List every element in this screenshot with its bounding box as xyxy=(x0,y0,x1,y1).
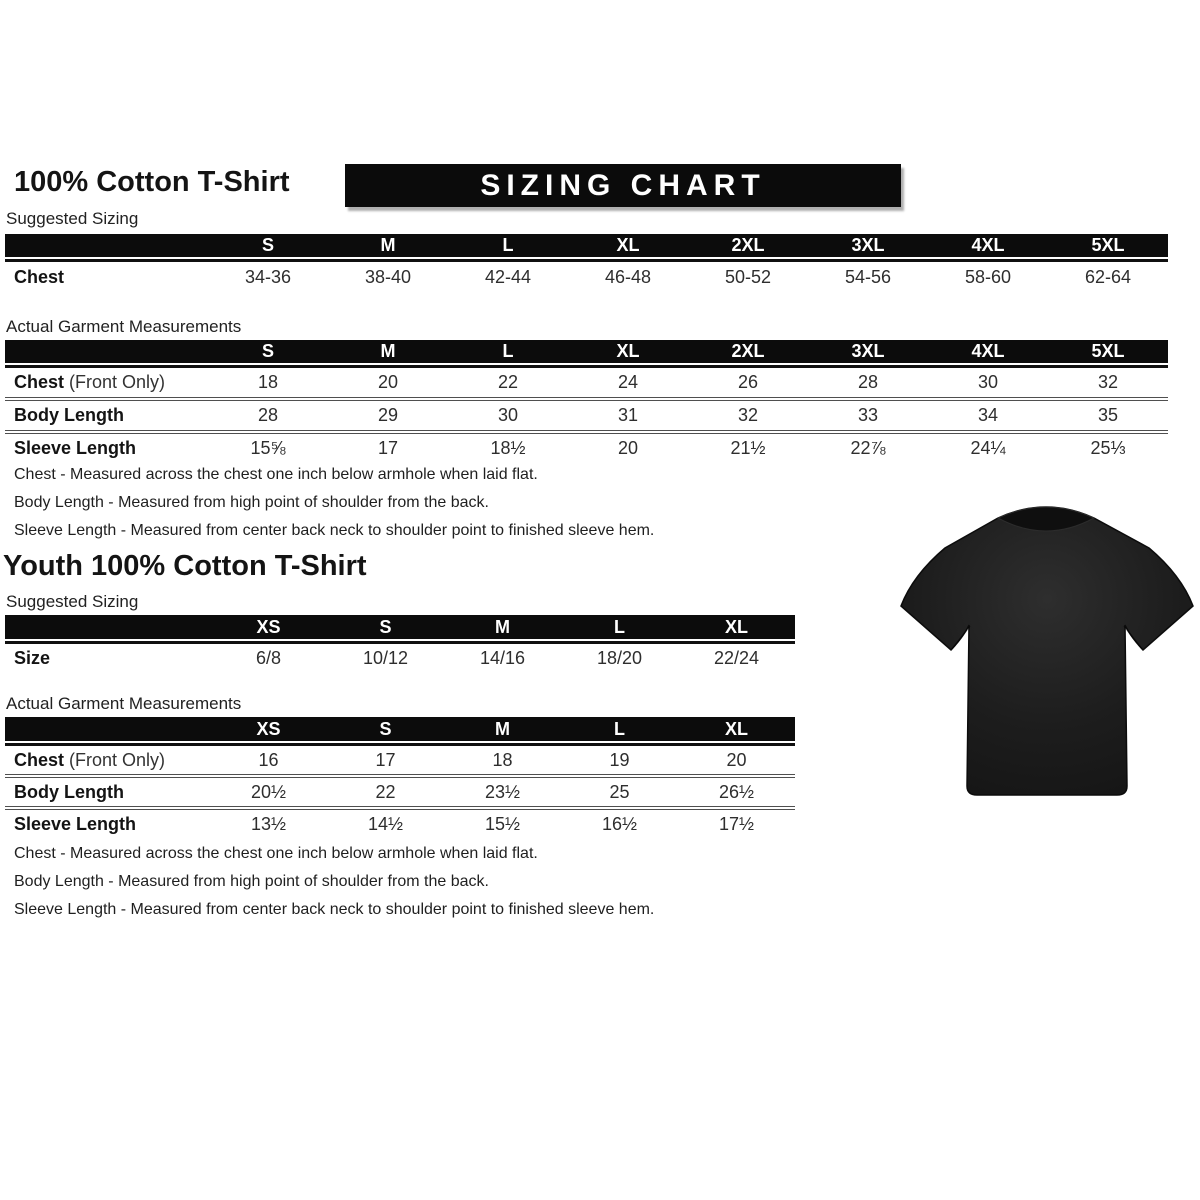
size-value-cell: 24¼ xyxy=(970,438,1006,458)
size-value-cell: 28 xyxy=(857,372,879,392)
adult-actual-measurements-label: Actual Garment Measurements xyxy=(6,317,242,336)
table-row xyxy=(5,774,795,806)
size-value-cell: 34-36 xyxy=(244,266,292,287)
note-chest: Chest - Measured across the chest one inch below armhole when laid flat. xyxy=(14,466,538,483)
size-column-header: 5XL xyxy=(1091,341,1125,361)
size-value-cell: 31 xyxy=(617,405,639,425)
row-label: Chest (Front Only) xyxy=(14,749,166,770)
table-row xyxy=(5,430,1168,463)
adult-suggested-sizing-label: Suggested Sizing xyxy=(6,209,139,228)
size-value-cell: 25 xyxy=(609,781,630,802)
size-value-cell: 29 xyxy=(377,405,399,425)
size-column-header: 5XL xyxy=(1091,235,1125,255)
size-value-cell: 13½ xyxy=(250,813,287,834)
note-sleeve-length: Sleeve Length - Measured from center back neck to shoulder point to finished sleeve hem. xyxy=(14,901,655,918)
size-value-cell: 50-52 xyxy=(724,266,772,287)
size-column-header: S xyxy=(379,718,392,739)
size-value-cell: 35 xyxy=(1097,405,1119,425)
size-value-cell: 10/12 xyxy=(362,647,409,668)
row-label: Chest xyxy=(14,266,65,287)
size-value-cell: 22/24 xyxy=(713,647,760,668)
size-column-header: XL xyxy=(724,718,748,739)
size-column-header: L xyxy=(502,341,514,361)
size-value-cell: 17 xyxy=(375,749,396,770)
size-column-header: L xyxy=(614,718,625,739)
size-header-row xyxy=(5,717,795,741)
size-value-cell: 17 xyxy=(377,438,399,458)
size-value-cell: 15⅝ xyxy=(250,438,286,458)
size-column-header: XL xyxy=(616,235,640,255)
size-column-header: XS xyxy=(256,616,281,637)
size-value-cell: 17½ xyxy=(718,813,755,834)
row-label: Chest (Front Only) xyxy=(14,372,166,392)
table-rows xyxy=(5,746,795,838)
youth-actual-measurements-label: Actual Garment Measurements xyxy=(6,694,242,713)
size-value-cell: 62-64 xyxy=(1084,266,1132,287)
table-row xyxy=(5,644,795,672)
size-value-cell: 33 xyxy=(857,405,879,425)
size-value-cell: 30 xyxy=(977,372,999,392)
size-value-cell: 38-40 xyxy=(364,266,412,287)
size-column-header: XS xyxy=(256,718,281,739)
size-value-cell: 24 xyxy=(617,372,639,392)
size-value-cell: 22⅞ xyxy=(850,438,886,458)
row-label-suffix: (Front Only) xyxy=(64,372,166,392)
size-header-row xyxy=(5,234,1168,257)
size-column-header: M xyxy=(495,718,510,739)
size-value-cell: 14½ xyxy=(367,813,404,834)
youth-measurement-notes xyxy=(14,840,654,924)
row-label: Size xyxy=(14,647,51,668)
tshirt-body xyxy=(901,507,1193,795)
size-header-row xyxy=(5,615,795,639)
table-row xyxy=(5,262,1168,292)
note-body-length: Body Length - Measured from high point of shoulder from the back. xyxy=(14,873,489,890)
size-value-cell: 19 xyxy=(609,749,630,770)
table-rows xyxy=(5,644,795,672)
size-column-header: XL xyxy=(724,616,748,637)
table-row xyxy=(5,368,1168,397)
table-row xyxy=(5,397,1168,430)
size-value-cell: 14/16 xyxy=(479,647,526,668)
youth-suggested-sizing-label: Suggested Sizing xyxy=(6,592,139,611)
black-tshirt-image xyxy=(896,487,1196,807)
table-rows xyxy=(5,368,1168,463)
size-column-header: 3XL xyxy=(851,341,885,361)
note-sleeve-length: Sleeve Length - Measured from center back neck to shoulder point to finished sleeve hem. xyxy=(14,522,655,539)
size-column-header: L xyxy=(614,616,625,637)
size-value-cell: 58-60 xyxy=(964,266,1012,287)
table-row xyxy=(5,746,795,774)
tshirt-graphic xyxy=(896,487,1196,807)
size-value-cell: 22 xyxy=(375,781,396,802)
size-value-cell: 21½ xyxy=(730,438,766,458)
adult-actual-measurements-table xyxy=(5,340,1168,463)
row-label: Sleeve Length xyxy=(14,438,137,458)
size-value-cell: 20 xyxy=(617,438,639,458)
size-value-cell: 30 xyxy=(497,405,519,425)
row-label: Body Length xyxy=(14,781,124,802)
size-column-header: 4XL xyxy=(971,341,1005,361)
row-label: Body Length xyxy=(14,405,124,425)
size-column-header: M xyxy=(380,341,396,361)
size-value-cell: 20 xyxy=(377,372,399,392)
size-value-cell: 16 xyxy=(258,749,279,770)
adult-suggested-sizing-table xyxy=(5,234,1168,292)
size-value-cell: 54-56 xyxy=(844,266,892,287)
note-chest: Chest - Measured across the chest one inch below armhole when laid flat. xyxy=(14,845,538,862)
size-column-header: S xyxy=(261,235,274,255)
size-column-header: S xyxy=(261,341,274,361)
youth-title: Youth 100% Cotton T-Shirt xyxy=(3,550,367,582)
size-value-cell: 18 xyxy=(257,372,279,392)
adult-title: 100% Cotton T-Shirt xyxy=(14,166,290,198)
size-value-cell: 32 xyxy=(737,405,759,425)
size-value-cell: 20 xyxy=(726,749,747,770)
size-column-header: 3XL xyxy=(851,235,885,255)
size-value-cell: 25⅓ xyxy=(1090,438,1126,458)
size-value-cell: 26 xyxy=(737,372,759,392)
size-column-header: S xyxy=(379,616,392,637)
size-value-cell: 26½ xyxy=(718,781,755,802)
size-value-cell: 18 xyxy=(492,749,513,770)
size-value-cell: 16½ xyxy=(601,813,638,834)
note-body-length: Body Length - Measured from high point of shoulder from the back. xyxy=(14,494,489,511)
size-header-row xyxy=(5,340,1168,363)
youth-actual-measurements-table xyxy=(5,717,795,838)
sizing-chart-banner: SIZING CHART xyxy=(345,164,901,207)
size-column-header: 4XL xyxy=(971,235,1005,255)
size-value-cell: 15½ xyxy=(484,813,521,834)
table-row xyxy=(5,806,795,838)
size-value-cell: 18/20 xyxy=(596,647,643,668)
row-label-suffix: (Front Only) xyxy=(64,749,166,770)
adult-measurement-notes xyxy=(14,461,654,545)
size-value-cell: 34 xyxy=(977,405,999,425)
size-column-header: M xyxy=(380,235,396,255)
size-column-header: 2XL xyxy=(731,341,765,361)
table-rows xyxy=(5,262,1168,292)
size-column-header: L xyxy=(502,235,514,255)
size-value-cell: 42-44 xyxy=(484,266,532,287)
size-column-header: M xyxy=(495,616,510,637)
youth-suggested-sizing-table xyxy=(5,615,795,672)
size-value-cell: 20½ xyxy=(250,781,287,802)
size-value-cell: 46-48 xyxy=(604,266,652,287)
size-value-cell: 22 xyxy=(497,372,519,392)
row-label: Sleeve Length xyxy=(14,813,137,834)
size-value-cell: 18½ xyxy=(490,438,526,458)
size-column-header: XL xyxy=(616,341,640,361)
size-value-cell: 28 xyxy=(257,405,279,425)
size-value-cell: 32 xyxy=(1097,372,1119,392)
size-value-cell: 23½ xyxy=(484,781,521,802)
size-column-header: 2XL xyxy=(731,235,765,255)
size-value-cell: 6/8 xyxy=(255,647,282,668)
